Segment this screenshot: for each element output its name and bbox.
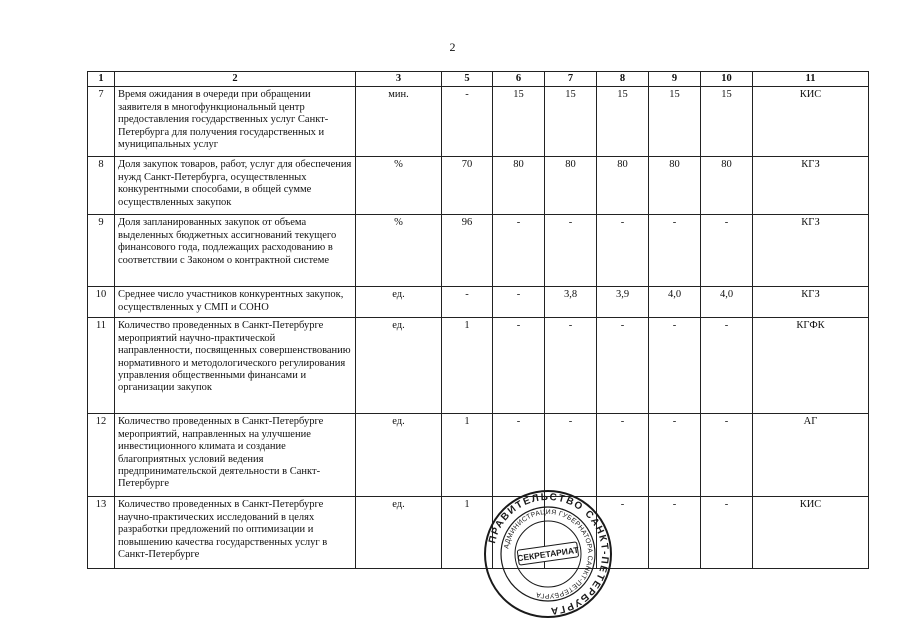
value-col-8: 3,9 [597, 287, 649, 318]
value-col-5: 70 [442, 157, 493, 215]
value-col-7: 15 [545, 87, 597, 157]
seal-outer-ring-text: ПРАВИТЕЛЬСТВО САНКТ-ПЕТЕРБУРГА [487, 491, 611, 617]
page-number: 2 [449, 40, 456, 54]
responsible: АГ [753, 414, 869, 497]
row-number: 13 [88, 497, 115, 569]
value-col-8: 15 [597, 87, 649, 157]
table-row [88, 287, 869, 318]
indicator-name: Доля запланированных закупок от объема выделенных бюджетных ассигнований текущего финансового года, подлежащих расходованию в соответствии с Законом о контрактной системе [115, 215, 356, 287]
value-col-10: 4,0 [701, 287, 753, 318]
header-cell: 8 [597, 72, 649, 87]
table-row [88, 414, 869, 497]
value-col-6: - [493, 287, 545, 318]
responsible: КГЗ [753, 157, 869, 215]
value-col-8: - [597, 318, 649, 414]
value-col-8: - [597, 215, 649, 287]
responsible: КГФК [753, 318, 869, 414]
unit: % [356, 157, 442, 215]
indicator-name: Количество проведенных в Санкт-Петербурге мероприятий, направленных на улучшение инвестиционного климата и создание благоприятных условий ведения предпринимательской деятельности в Санкт-Петербурге [115, 414, 356, 497]
value-col-10: - [701, 318, 753, 414]
row-number: 11 [88, 318, 115, 414]
row-number: 12 [88, 414, 115, 497]
value-col-9: - [649, 414, 701, 497]
header-cell: 9 [649, 72, 701, 87]
unit: ед. [356, 497, 442, 569]
value-col-5: 1 [442, 497, 493, 569]
header-row [88, 72, 869, 87]
value-col-6: - [493, 215, 545, 287]
value-col-5: 1 [442, 318, 493, 414]
value-col-5: 1 [442, 414, 493, 497]
indicator-name: Количество проведенных в Санкт-Петербурге мероприятий научно-практической направленности, посвященных совершенствованию нормативного и методологического регулирования управления общественными финансами и организации закупок [115, 318, 356, 414]
table-row [88, 497, 869, 569]
official-seal-stamp [482, 488, 614, 620]
value-col-7: - [545, 414, 597, 497]
indicator-name: Количество проведенных в Санкт-Петербурге научно-практических исследований в целях разработки предложений по оптимизации и повышению качества государственных услуг в Санкт-Петербурге [115, 497, 356, 569]
header-cell: 1 [88, 72, 115, 87]
value-col-9: 80 [649, 157, 701, 215]
unit: ед. [356, 287, 442, 318]
value-col-7: 80 [545, 157, 597, 215]
indicator-name: Среднее число участников конкурентных закупок, осуществленных у СМП и СОНО [115, 287, 356, 318]
value-col-9: - [649, 318, 701, 414]
value-col-9: 15 [649, 87, 701, 157]
value-col-6: 80 [493, 157, 545, 215]
indicators-table [87, 71, 869, 569]
value-col-6: - [493, 414, 545, 497]
value-col-5: 96 [442, 215, 493, 287]
indicator-name: Время ожидания в очереди при обращении заявителя в многофункциональный центр предоставления государственных услуг Санкт-Петербурга для получения государственных и муниципальных услуг [115, 87, 356, 157]
value-col-5: - [442, 287, 493, 318]
value-col-6: - [493, 318, 545, 414]
indicator-name: Доля закупок товаров, работ, услуг для обеспечения нужд Санкт-Петербурга, осуществленных конкурентными способами, в общей сумме осуществленных закупок [115, 157, 356, 215]
value-col-8: - [597, 414, 649, 497]
header-cell: 6 [493, 72, 545, 87]
unit: ед. [356, 318, 442, 414]
value-col-7: - [545, 215, 597, 287]
value-col-10: - [701, 414, 753, 497]
responsible: КГЗ [753, 287, 869, 318]
table-row [88, 87, 869, 157]
value-col-9: - [649, 215, 701, 287]
value-col-10: - [701, 497, 753, 569]
seal-inner-ring-text: АДМИНИСТРАЦИЯ ГУБЕРНАТОРА САНКТ-ПЕТЕРБУРГА [503, 508, 594, 600]
value-col-7: - [545, 318, 597, 414]
table-row [88, 318, 869, 414]
header-cell: 5 [442, 72, 493, 87]
value-col-10: - [701, 215, 753, 287]
header-cell: 7 [545, 72, 597, 87]
value-col-9: 4,0 [649, 287, 701, 318]
row-number: 10 [88, 287, 115, 318]
header-cell: 2 [115, 72, 356, 87]
header-cell: 10 [701, 72, 753, 87]
value-col-6: 15 [493, 87, 545, 157]
value-col-10: 15 [701, 87, 753, 157]
value-col-8: - [597, 497, 649, 569]
value-col-9: - [649, 497, 701, 569]
unit: % [356, 215, 442, 287]
header-cell: 3 [356, 72, 442, 87]
header-cell: 11 [753, 72, 869, 87]
table-row [88, 215, 869, 287]
row-number: 8 [88, 157, 115, 215]
row-number: 7 [88, 87, 115, 157]
unit: ед. [356, 414, 442, 497]
table-row [88, 157, 869, 215]
row-number: 9 [88, 215, 115, 287]
seal-center-text: СЕКРЕТАРИАТ [516, 544, 580, 564]
responsible: КГЗ [753, 215, 869, 287]
responsible: КИС [753, 497, 869, 569]
value-col-5: - [442, 87, 493, 157]
value-col-7: 3,8 [545, 287, 597, 318]
value-col-10: 80 [701, 157, 753, 215]
responsible: КИС [753, 87, 869, 157]
unit: мин. [356, 87, 442, 157]
value-col-8: 80 [597, 157, 649, 215]
